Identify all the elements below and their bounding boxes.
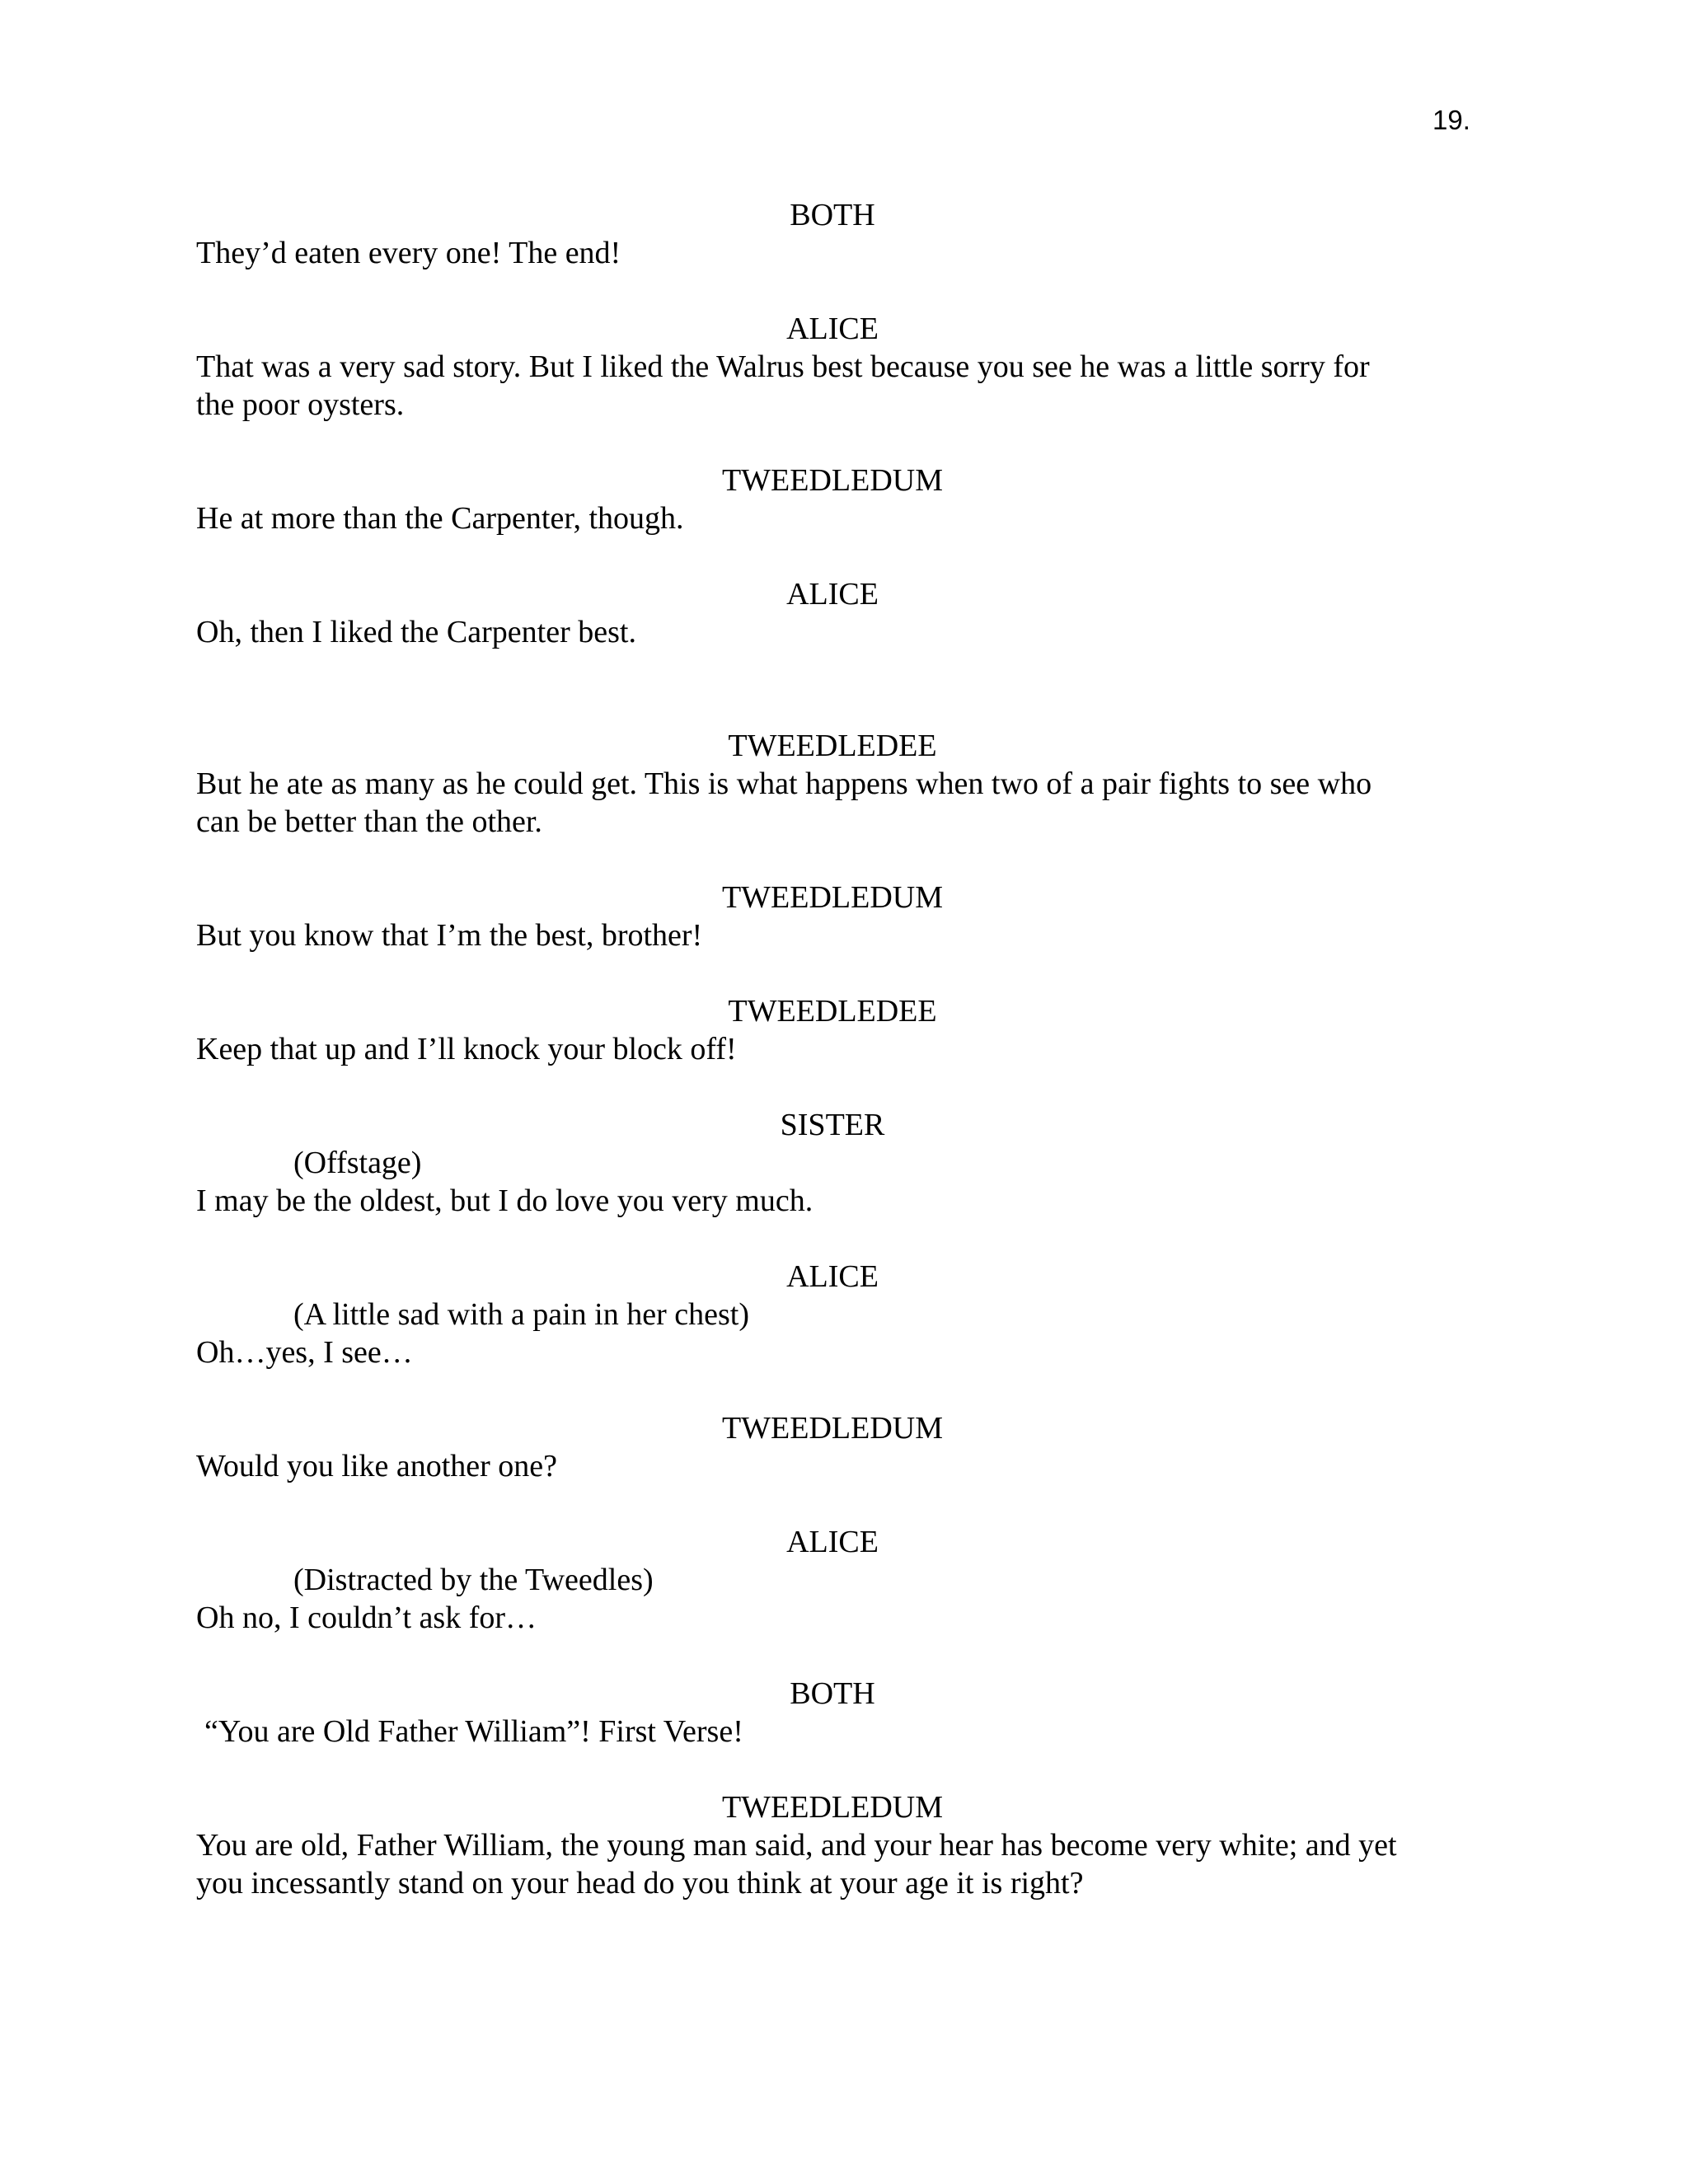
dialogue-line: But he ate as many as he could get. This is what happens when two of a pair fights to see who — [196, 766, 1372, 801]
speaker-name: ALICE — [786, 1525, 879, 1559]
dialogue-line: They’d eaten every one! The end! — [196, 236, 621, 270]
dialogue-line: “You are Old Father William”! First Verse! — [204, 1714, 743, 1749]
speaker-name: ALICE — [786, 577, 879, 612]
stage-direction: (A little sad with a pain in her chest) — [293, 1297, 749, 1332]
speaker-name: ALICE — [786, 1259, 879, 1294]
speaker-name: BOTH — [790, 198, 875, 232]
dialogue-line: can be better than the other. — [196, 804, 542, 839]
dialogue-line: you incessantly stand on your head do you think at your age it is right? — [196, 1866, 1084, 1900]
stage-direction: (Offstage) — [293, 1146, 422, 1180]
speaker-name: TWEEDLEDUM — [721, 880, 944, 915]
dialogue-line: the poor oysters. — [196, 387, 405, 422]
dialogue-line: Keep that up and I’ll knock your block off! — [196, 1032, 737, 1066]
speaker-name: SISTER — [780, 1108, 885, 1142]
dialogue-line: Oh no, I couldn’t ask for… — [196, 1601, 537, 1635]
speaker-name: ALICE — [786, 312, 879, 346]
speaker-name: TWEEDLEDUM — [721, 463, 944, 498]
dialogue-line: You are old, Father William, the young man said, and your hear has become very white; and yet — [196, 1828, 1397, 1863]
dialogue-line: That was a very sad story. But I liked the Walrus best because you see he was a little sorry for — [196, 349, 1370, 384]
speaker-name: TWEEDLEDEE — [728, 994, 937, 1029]
dialogue-line: Would you like another one? — [196, 1449, 558, 1483]
dialogue-line: But you know that I’m the best, brother! — [196, 918, 703, 953]
dialogue-line: Oh…yes, I see… — [196, 1335, 413, 1370]
dialogue-line: Oh, then I liked the Carpenter best. — [196, 615, 636, 649]
dialogue-line: I may be the oldest, but I do love you very much. — [196, 1183, 814, 1218]
page-number: 19. — [1432, 105, 1470, 135]
speaker-name: TWEEDLEDUM — [721, 1411, 944, 1446]
speaker-name: TWEEDLEDEE — [728, 729, 937, 763]
dialogue-line: He at more than the Carpenter, though. — [196, 501, 684, 536]
speaker-name: BOTH — [790, 1676, 875, 1711]
speaker-name: TWEEDLEDUM — [721, 1790, 944, 1825]
stage-direction: (Distracted by the Tweedles) — [293, 1563, 654, 1597]
